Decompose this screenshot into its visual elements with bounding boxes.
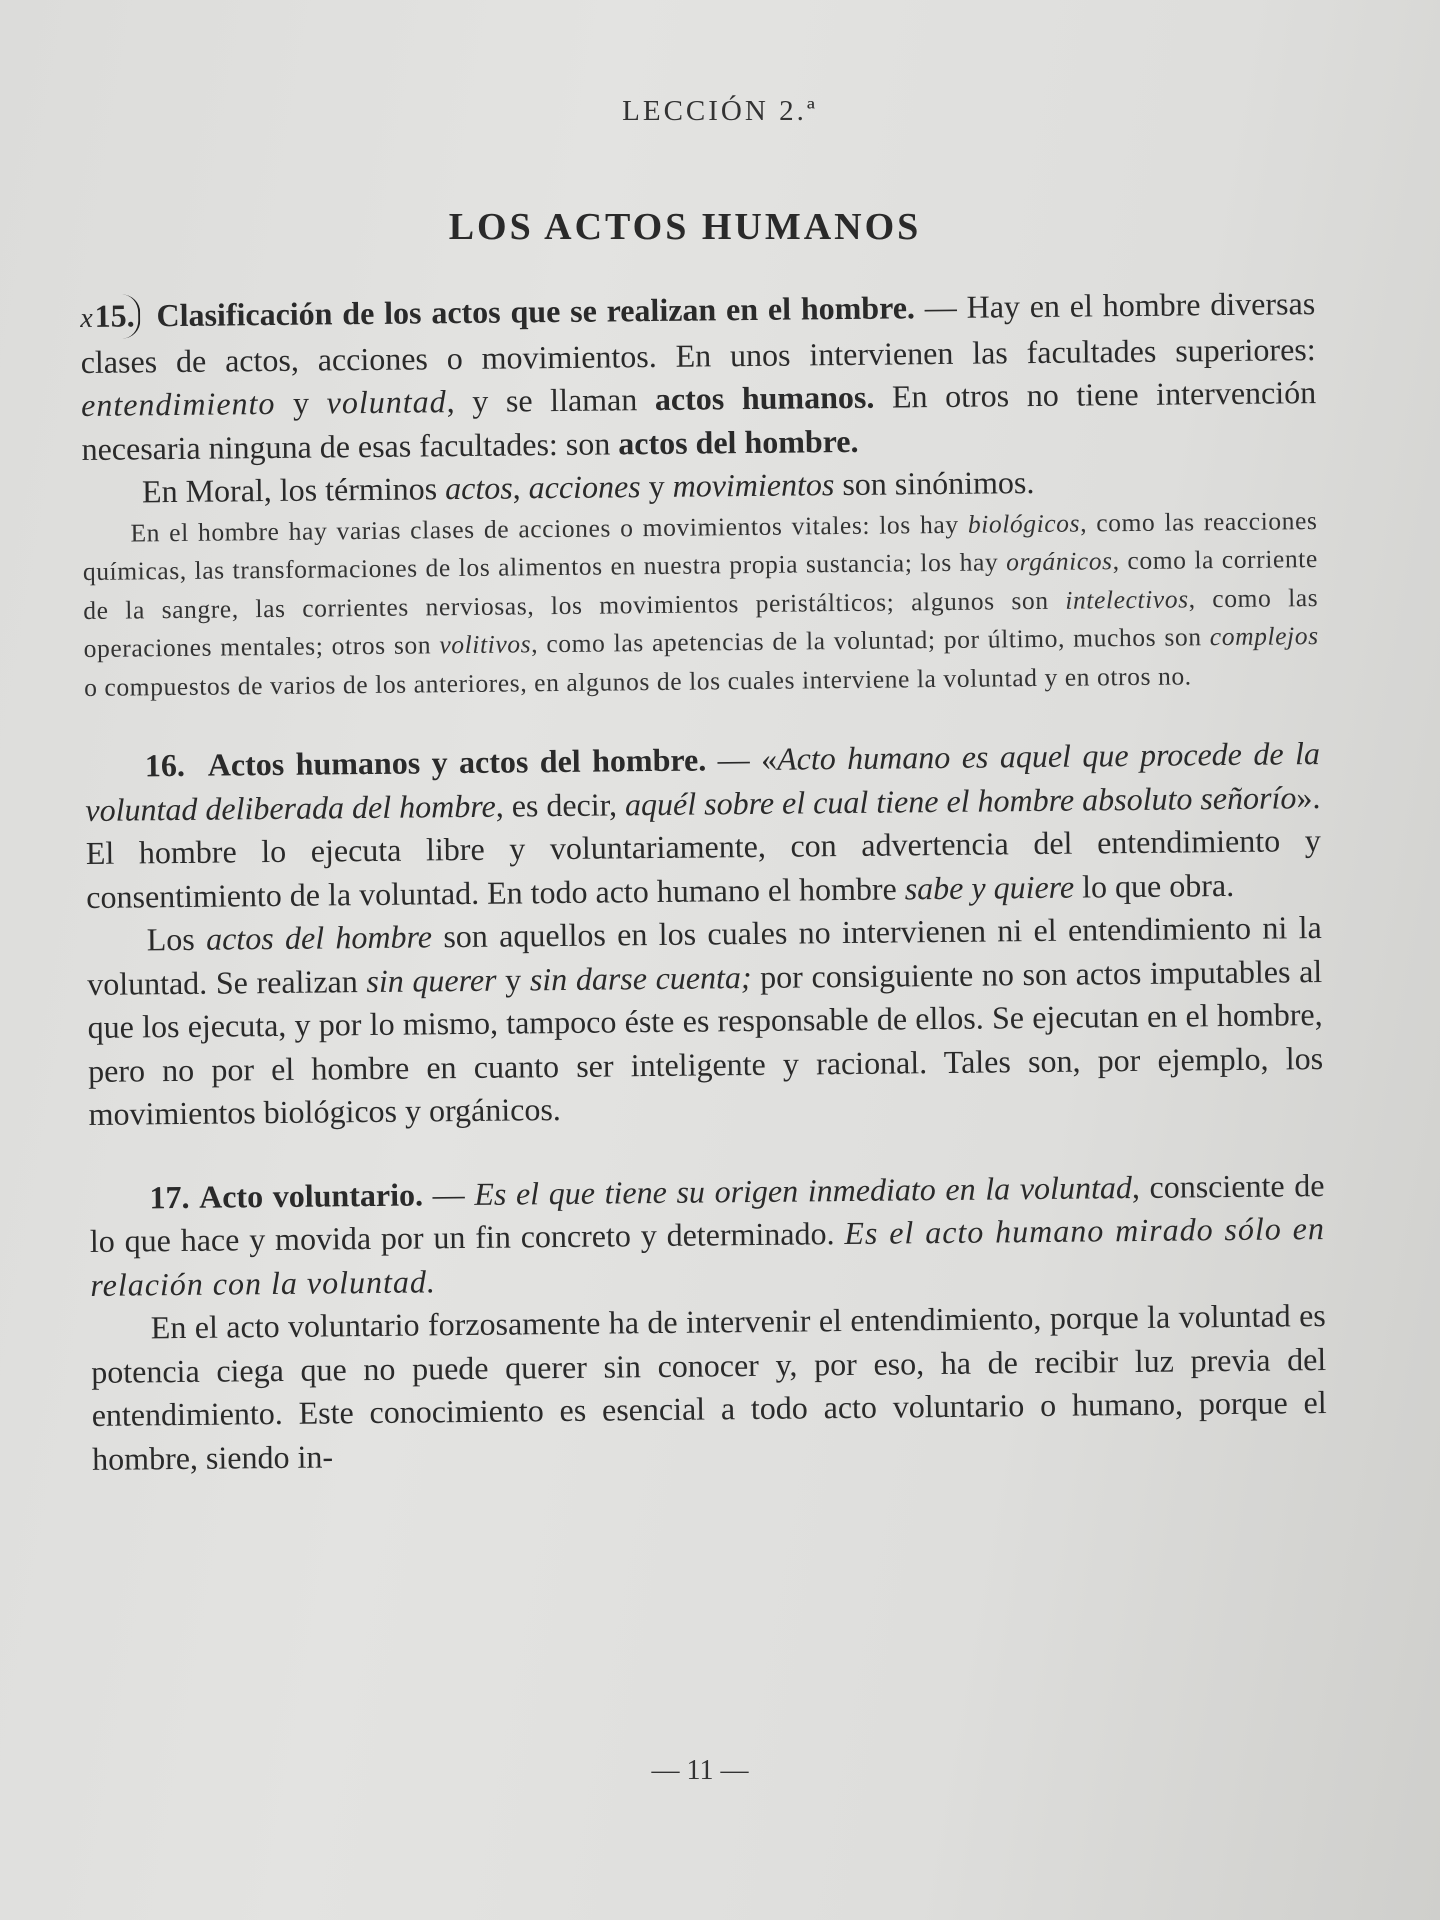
emphasis: movimientos bbox=[672, 466, 835, 504]
section-16-paragraph-2 bbox=[87, 906, 1324, 1136]
section-16-paragraph-1 bbox=[85, 732, 1322, 919]
lesson-heading: LECCIÓN 2.ª bbox=[622, 95, 818, 127]
emphasis: actos bbox=[444, 469, 513, 507]
text-run: , y se llaman bbox=[446, 380, 656, 420]
text-run: lo que obra. bbox=[1073, 866, 1235, 905]
section-title: Clasificación de los actos que se realizan en el hombre. bbox=[156, 289, 916, 334]
page-number: — 11 — bbox=[651, 1755, 749, 1786]
emphasis: entendimiento bbox=[80, 384, 276, 423]
section-17-paragraph-1 bbox=[89, 1164, 1325, 1307]
emphasis: voluntad bbox=[326, 383, 447, 421]
text-run: En el hombre hay varias clases de acciones o movimientos vitales: los hay bbox=[130, 509, 969, 547]
text-run: , consciente de lo que hace y movida por un fin concreto y determinado. bbox=[89, 1166, 1325, 1259]
text-run: o compuestos de varios de los anteriores, en algunos de los cuales interviene la voluntad y en otros no. bbox=[83, 660, 1192, 702]
text-run: En Moral, los términos bbox=[141, 470, 446, 510]
emphasis: sin querer bbox=[366, 961, 497, 999]
emphasis: acciones bbox=[528, 468, 641, 506]
text-run: — bbox=[422, 1175, 475, 1212]
section-15-paragraph-1 bbox=[80, 282, 1317, 471]
handwritten-mark: x bbox=[80, 302, 93, 334]
emphasis: Acto humano es aquel que procede de la voluntad deliberada del hombre bbox=[85, 735, 1321, 828]
text-run: — « bbox=[706, 740, 778, 778]
text-run: por consiguiente no son actos imputables al que los ejecuta, y por lo mismo, tampoco éste es responsable de ellos. Se ejecutan en el hombre, pero no por el hombre en cuanto ser inteligente y racional. Tales son, por ejemplo, los movimientos biológicos y orgánicos. bbox=[87, 952, 1324, 1132]
emphasis: intelectivos bbox=[1065, 583, 1189, 615]
section-16 bbox=[85, 732, 1324, 1136]
emphasis: orgánicos bbox=[1006, 546, 1113, 577]
section-number: 16. bbox=[144, 746, 186, 784]
text-run: — Hay en el hombre diversas clases de actos, acciones o movimientos. En unos intervienen las facultades superiores: bbox=[80, 285, 1316, 380]
text-run: , como las apetencias de la voluntad; por último, muchos son bbox=[531, 622, 1210, 659]
text-run: son sinónimos. bbox=[834, 464, 1035, 503]
emphasis: biológicos bbox=[967, 508, 1081, 539]
emphasis: sabe y quiere bbox=[904, 868, 1075, 906]
section-number: 17. bbox=[149, 1178, 190, 1215]
emphasis: actos del hombre bbox=[205, 918, 433, 957]
text-run: Los bbox=[146, 920, 207, 958]
text-run: ». El hombre lo ejecuta libre y voluntariamente, con advertencia del entendimiento y consentimiento de la voluntad. En todo acto humano el hombre bbox=[85, 778, 1321, 915]
section-15-note bbox=[82, 502, 1319, 707]
emphasis: Es el acto humano mirado sólo en relación con la voluntad. bbox=[90, 1210, 1326, 1303]
text-run: , como las operaciones mentales; otros son bbox=[83, 582, 1319, 663]
section-15 bbox=[80, 282, 1319, 707]
bold-term: actos humanos. bbox=[654, 378, 875, 417]
text-run: y bbox=[275, 384, 327, 421]
text-run: son aquellos en los cuales no intervienen ni el entendimiento ni la voluntad. Se realizan bbox=[87, 909, 1322, 1002]
emphasis: complejos bbox=[1209, 621, 1319, 652]
text-run: , como las reacciones químicas, las transformaciones de los alimentos en nuestra propia sustancia; los hay bbox=[82, 505, 1318, 586]
chapter-title: LOS ACTOS HUMANOS bbox=[448, 206, 922, 248]
emphasis: aquél sobre el cual tiene el hombre absoluto señorío bbox=[624, 778, 1297, 822]
section-17-paragraph-2: En el acto voluntario forzosamente ha de intervenir el entendimiento, porque la voluntad es potencia ciega que no puede querer sin conocer y, por eso, ha de recibir luz previa del entendimiento. Este conocimiento es esencial a todo acto voluntario o humano, porque el hombre, siendo in- bbox=[91, 1297, 1327, 1477]
text-run: y bbox=[640, 467, 673, 505]
text-run: y bbox=[496, 960, 531, 998]
section-number: 15. bbox=[94, 294, 140, 338]
text-run: En otros no tiene intervención necesaria ninguna de esas facultades: son bbox=[81, 374, 1317, 467]
section-title: Actos humanos y actos del hombre. bbox=[207, 741, 707, 783]
page-body bbox=[80, 282, 1327, 1481]
emphasis: Es el que tiene su origen inmediato en la voluntad bbox=[474, 1168, 1133, 1212]
emphasis: sin darse cuenta; bbox=[529, 958, 752, 997]
text-run: , es decir, bbox=[495, 785, 626, 824]
bold-term: actos del hombre. bbox=[618, 422, 859, 461]
section-17 bbox=[89, 1164, 1327, 1481]
emphasis: volitivos bbox=[439, 629, 532, 660]
text-run: , como la corriente de la sangre, las corrientes nerviosas, los movimientos peristálticos; algunos son bbox=[83, 544, 1318, 625]
section-title: Acto voluntario. bbox=[198, 1175, 424, 1215]
text-run: , bbox=[512, 469, 529, 506]
